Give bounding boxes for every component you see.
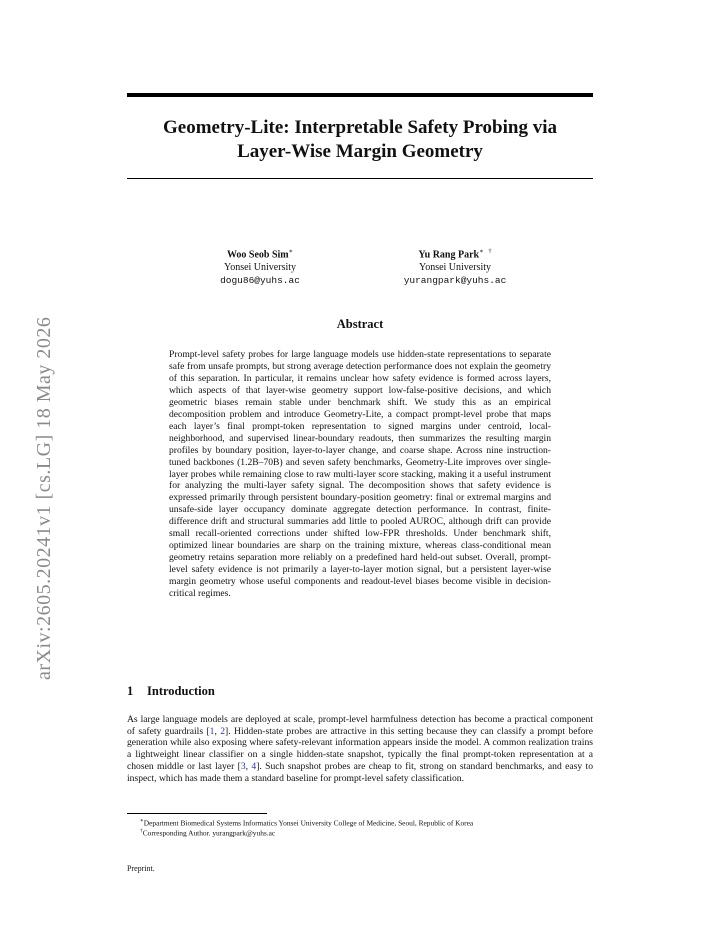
author-marks: ∗ bbox=[288, 248, 294, 255]
paper-title bbox=[127, 116, 593, 164]
footnote-rule bbox=[127, 813, 267, 814]
author-name: Yu Rang Park bbox=[418, 249, 480, 261]
author-email[interactable]: yurangpark@yuhs.ac bbox=[403, 275, 507, 287]
title-top-rule bbox=[127, 93, 593, 97]
introduction-paragraph: As large language models are deployed at scale, prompt-level harmfulness detection has become a practical component of safety guardrails [1, 2]. Hidden-state probes are attractive in this setting because they can classify a prompt before generation while also exposing where safety-relevant information appears inside the model. A common realization trains a lightweight linear classifier on a single hidden-state snapshot, typically the final prompt-token representation at a chosen middle or last layer [3, 4]. Such snapshot probes are cheap to fit, strong on standard benchmarks, and easy to inspect, which has made them a standard baseline for prompt-level safety classification. bbox=[127, 714, 594, 784]
author-affiliation: Yonsei University bbox=[418, 262, 492, 274]
citation-link[interactable]: 2 bbox=[220, 725, 226, 737]
title-bottom-rule bbox=[127, 178, 593, 179]
footnote-mark: ∗ bbox=[140, 818, 144, 824]
section-heading-introduction bbox=[127, 684, 215, 699]
section-number: 1 bbox=[127, 684, 134, 698]
citation-link[interactable]: 4 bbox=[251, 760, 257, 772]
author-block-2 bbox=[380, 245, 530, 287]
footnote-text: Corresponding Author. yurangpark@yuhs.ac bbox=[142, 828, 276, 838]
footnote-text: Department Biomedical Systems Informatics Yonsei University College of Medicine, Seoul, Republic of Korea bbox=[143, 818, 474, 828]
footnote-mark: † bbox=[140, 828, 143, 834]
citation-link[interactable]: 3 bbox=[240, 760, 246, 772]
preprint-label: Preprint. bbox=[127, 864, 155, 873]
author-name: Woo Seob Sim bbox=[226, 249, 289, 261]
author-affiliation: Yonsei University bbox=[223, 262, 297, 274]
arxiv-identifier: arXiv:2605.20241v1 [cs.LG] 18 May 2026 bbox=[33, 316, 55, 680]
citation-link[interactable]: 1 bbox=[209, 725, 215, 737]
author-email[interactable]: dogu86@yuhs.ac bbox=[220, 275, 300, 287]
section-title: Introduction bbox=[147, 684, 215, 698]
footnote-corresponding bbox=[140, 827, 275, 837]
footnote-affiliation bbox=[140, 817, 473, 827]
author-block-1 bbox=[185, 245, 335, 287]
abstract-heading: Abstract bbox=[336, 317, 384, 331]
title-line-2: Layer-Wise Margin Geometry bbox=[237, 141, 483, 162]
author-marks: ∗ † bbox=[479, 248, 492, 255]
title-line-1: Geometry-Lite: Interpretable Safety Probing via bbox=[163, 117, 557, 138]
abstract-body: Prompt-level safety probes for large language models use hidden-state representations to separate safe from unsafe prompts, but strong average detection performance does not explain the geometry of this separation. In particular, it remains unclear how safety evidence is formed across layers, which aspects of that layer-wise geometry support low-false-positive decisions, and which geometric biases remain stable under benchmark shift. We study this as an empirical decomposition problem and introduce Geometry-Lite, a compact prompt-level probe that maps each layer’s final prompt-token representation to signed margins under centroid, local-neighborhood, and supervised linear-boundary readouts, then summarizes the resulting margin profiles by boundary position, layer-to-layer change, and coarse shape. Across nine instruction-tuned backbones (1.2B–70B) and seven safety benchmarks, Geometry-Lite improves over single-layer probes while remaining close to raw multi-layer score stacking, making it a useful instrument for analyzing the multi-layer safety signal. The decomposition shows that safety evidence is expressed primarily through persistent boundary-position geometry: final or extremal margins and unsafe-side layer occupancy dominate aggregate detection performance. In contrast, finite-difference drift and structural summaries add little to pooled AUROC, although drift can provide small recall-oriented corrections under shifted low-FPR thresholds. Under benchmark shift, optimized linear boundaries are sharp on the training mixture, whereas class-conditional mean geometry retains separation more reliably on a predefined hard held-out subset. Overall, prompt-level safety evidence is not primarily a layer-to-layer motion signal, but a persistent layer-wise margin geometry whose useful components and readout-level biases become visible in decision-critical regimes. bbox=[169, 349, 551, 600]
